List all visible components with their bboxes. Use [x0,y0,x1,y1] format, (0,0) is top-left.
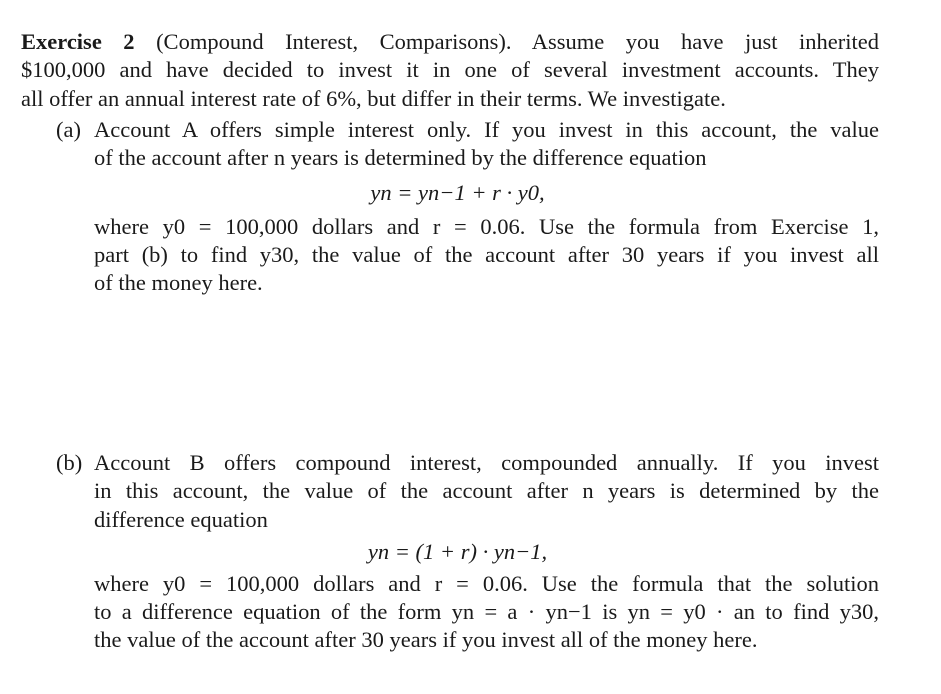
part-b-after-2: to a difference equation of the form yn = a · yn−1 is yn = y0 · an to find y30, [94,599,879,625]
intro-line-2: $100,000 and have decided to invest it in one of several investment accounts. They [21,57,879,83]
part-a-line-2: of the account after n years is determined by the difference equation [94,145,707,171]
part-a-after-2: part (b) to find y30, the value of the account after 30 years if you invest all [94,241,879,267]
part-b-line-1 [56,449,879,477]
part-b-label: (b) [56,450,83,475]
exercise-topic: (Compound Interest, Comparisons). [156,29,512,54]
intro-text-1: Assume you have just inherited [531,29,879,54]
exercise-heading: Exercise 2 [21,29,135,54]
part-b-line-2: in this account, the value of the account after n years is determined by the [94,478,879,504]
part-b-text-1: Account B offers compound interest, compounded annually. If you invest [94,450,879,475]
part-b-line-3: difference equation [94,506,268,532]
exercise-intro [21,28,879,113]
intro-line-1 [21,28,879,56]
part-b-after-1: where y0 = 100,000 dollars and r = 0.06. Use the formula that the solution [94,570,879,596]
intro-line-3: all offer an annual interest rate of 6%, but differ in their terms. We investigate. [21,85,726,111]
part-a-after-3: of the money here. [94,270,263,296]
part-b-after-3: the value of the account after 30 years if you invest all of the money here. [94,627,758,653]
part-b-equation: yn = (1 + r) · yn−1, [367,538,548,564]
part-b [56,449,879,655]
part-a-equation: yn = yn−1 + r · y0, [370,179,545,205]
part-a-text-1: Account A offers simple interest only. If you invest in this account, the value [94,117,879,142]
part-a [56,116,879,297]
part-a-label: (a) [56,117,81,142]
part-a-line-1 [56,116,879,144]
part-a-after-1: where y0 = 100,000 dollars and r = 0.06. Use the formula from Exercise 1, [94,213,879,239]
